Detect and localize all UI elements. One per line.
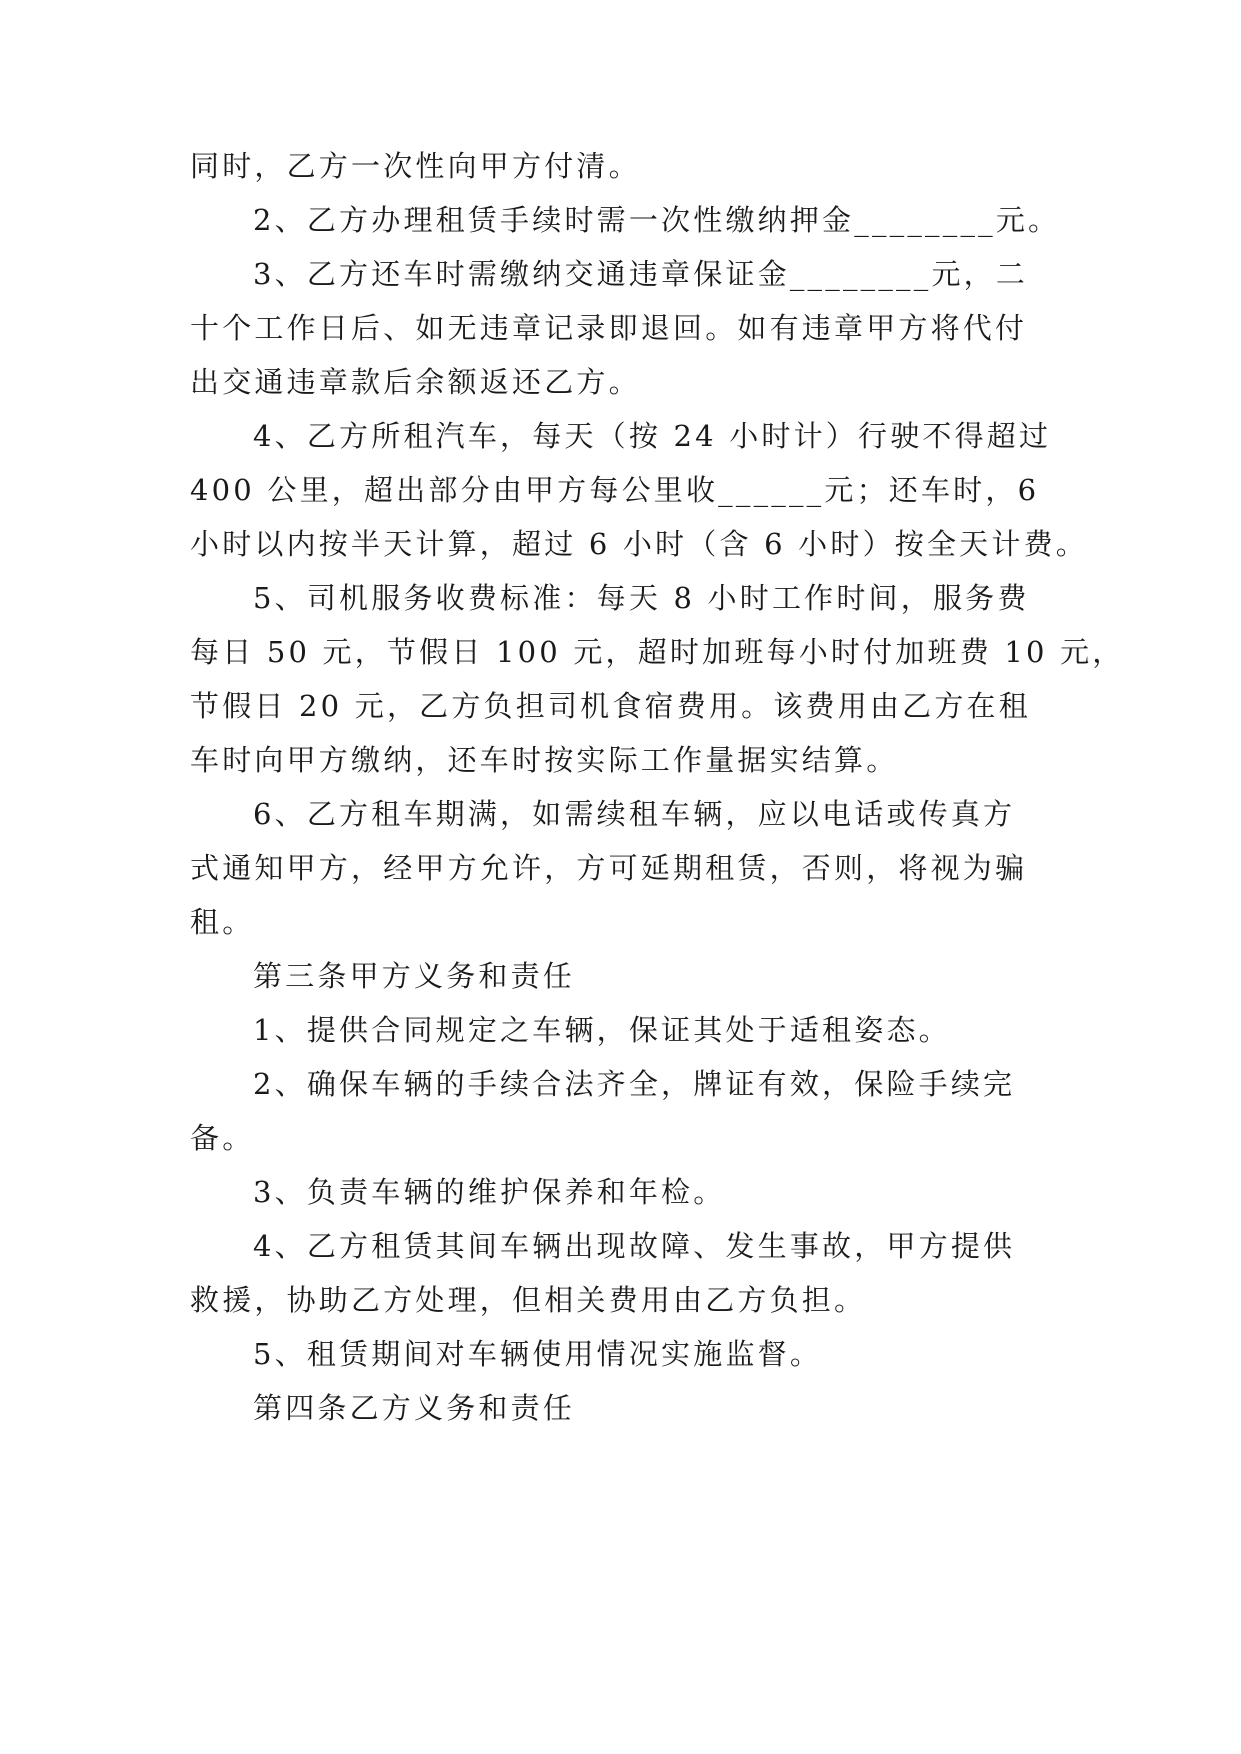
text-line: 4、乙方租赁其间车辆出现故障、发生事故，甲方提供 (253, 1229, 1016, 1263)
section-heading: 第三条甲方义务和责任 (253, 959, 576, 993)
text-line: 同时，乙方一次性向甲方付清。 (190, 149, 641, 183)
text-line: 租。 (190, 905, 255, 939)
text-line: 6、乙方租车期满，如需续租车辆，应以电话或传真方 (253, 797, 1016, 831)
text-line: 十个工作日后、如无违章记录即退回。如有违章甲方将代付 (190, 311, 1028, 345)
text-line: 车时向甲方缴纳，还车时按实际工作量据实结算。 (190, 743, 899, 777)
text-line: 出交通违章款后余额返还乙方。 (190, 365, 641, 399)
text-line: 5、司机服务收费标准：每天 8 小时工作时间，服务费 (253, 581, 1030, 615)
text-line: 3、负责车辆的维护保养和年检。 (253, 1175, 726, 1209)
text-line: 4、乙方所租汽车，每天（按 24 小时计）行驶不得超过 (253, 419, 1052, 453)
section-heading: 第四条乙方义务和责任 (253, 1391, 576, 1425)
text-line: 5、租赁期间对车辆使用情况实施监督。 (253, 1337, 823, 1371)
text-line: 2、确保车辆的手续合法齐全，牌证有效，保险手续完 (253, 1067, 1016, 1101)
text-line: 3、乙方还车时需缴纳交通违章保证金________元，二 (253, 257, 1029, 291)
text-line: 每日 50 元，节假日 100 元，超时加班每小时付加班费 10 元， (190, 635, 1125, 669)
text-line: 400 公里，超出部分由甲方每公里收______元；还车时，6 (190, 473, 1040, 507)
text-line: 2、乙方办理租赁手续时需一次性缴纳押金________元。 (253, 203, 1061, 237)
text-line: 1、提供合同规定之车辆，保证其处于适租姿态。 (253, 1013, 951, 1047)
text-line: 救援，协助乙方处理，但相关费用由乙方负担。 (190, 1283, 867, 1317)
text-line: 节假日 20 元，乙方负担司机食宿费用。该费用由乙方在租 (190, 689, 1031, 723)
text-line: 小时以内按半天计算，超过 6 小时（含 6 小时）按全天计费。 (190, 527, 1088, 561)
text-line: 备。 (190, 1121, 255, 1155)
text-line: 式通知甲方，经甲方允许，方可延期租赁，否则，将视为骗 (190, 851, 1028, 885)
